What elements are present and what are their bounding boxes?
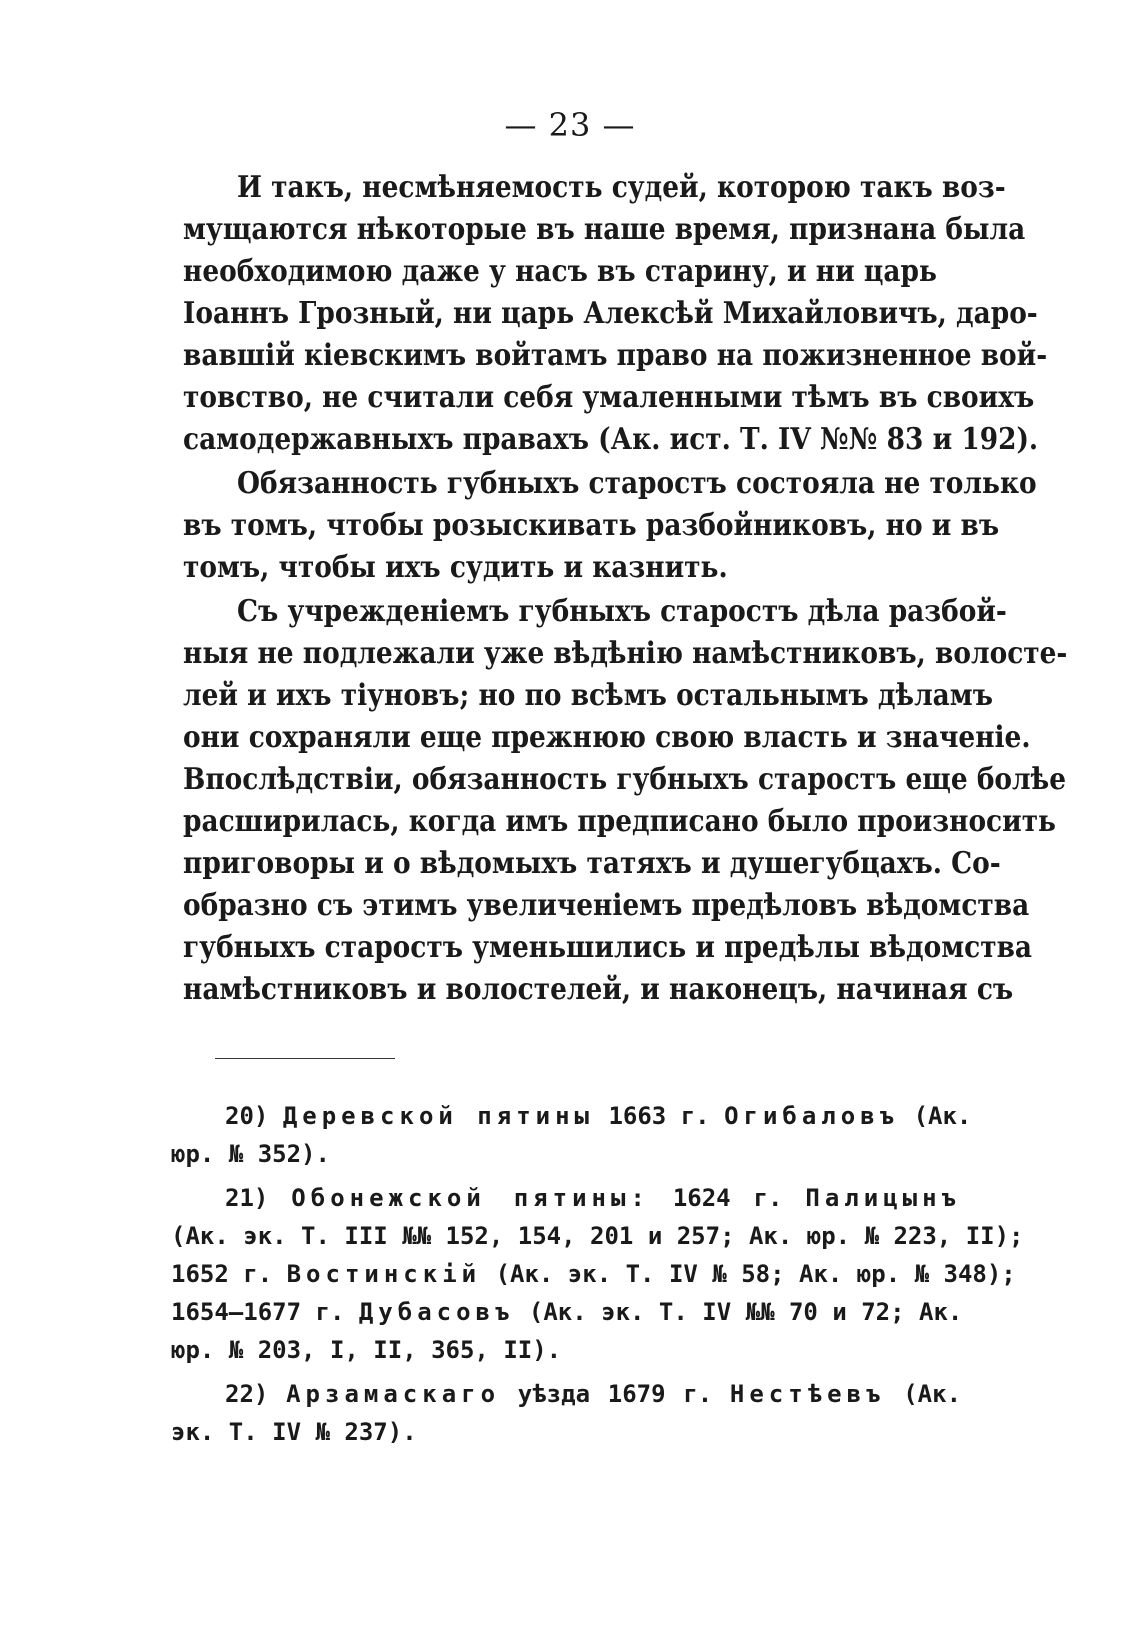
body-line: И такъ, несмѣняемость судей, которою такъ воз- [237,170,1006,205]
body-line: приговоры и о вѣдомыхъ татяхъ и душегубцахъ. Со- [183,846,1001,881]
body-line: Обязанность губныхъ старостъ состояла не только [237,466,1037,501]
footnote-name: Огибаловъ [724,1102,900,1130]
footnote-number: 20) [225,1102,269,1130]
footnote-text: (Ак. эк. Т. IV №№ 70 и 72; Ак. [528,1298,963,1326]
body-line: ныя не подлежали уже вѣдѣнію намѣстниковъ, волосте- [183,636,1068,671]
footnote-line: эк. Т. IV № 237). [171,1418,417,1446]
body-line: вавшій кіевскимъ войтамъ право на пожизненное вой- [183,338,1048,373]
footnote-20 [225,1098,972,1134]
body-line: Іоаннъ Грозный, ни царь Алексѣй Михайловичъ, даро- [183,296,1038,331]
body-line: въ томъ, чтобы розыскивать разбойниковъ, но и въ [183,508,1000,543]
footnote-spaced-text: Арзамаскаго [286,1380,501,1408]
footnote-text: (Ак. [903,1380,962,1408]
body-line: расширилась, когда имъ предписано было произносить [183,804,1056,839]
footnote-text: 1663 г. [608,1102,710,1130]
body-line: лей и ихъ тіуновъ; но по всѣмъ остальнымъ дѣламъ [183,678,993,713]
footnote-21 [225,1180,961,1216]
body-line: Съ учрежденіемъ губныхъ старостъ дѣла разбой- [237,594,1007,629]
body-line: томъ, чтобы ихъ судить и казнить. [183,550,728,585]
footnote-spaced-text: Деревской пятины [282,1102,594,1130]
footnote-name: Дубасовъ [358,1298,515,1326]
footnote-name: Нестѣевъ [729,1380,886,1408]
body-line: намѣстниковъ и волостелей, и наконецъ, начиная съ [183,972,1014,1007]
body-line: товство, не считали себя умаленными тѣмъ въ своихъ [183,380,1035,415]
footnote-number: 22) [225,1380,269,1408]
body-line: необходимою даже у насъ въ старину, и ни царь [183,254,937,289]
footnote-text: 1654—1677 г. [171,1298,345,1326]
footnote-name: Востинскій [286,1260,482,1288]
footnote-rule [215,1058,395,1059]
footnote-text: (Ак. эк. Т. IV № 58; Ак. юр. № 348); [495,1260,1016,1288]
body-line: они сохраняли еще прежнюю свою власть и значеніе. [183,720,1031,755]
footnote-spaced-text: Обонежской пятины: [291,1184,650,1212]
body-line: самодержавныхъ правахъ (Ак. ист. Т. IV №№ 83 и 192). [183,422,1039,457]
footnote-text: (Ак. [913,1102,972,1130]
footnote-22 [225,1376,961,1412]
footnote-line: юр. № 352). [171,1140,330,1168]
body-line: мущаются нѣкоторые въ наше время, признана была [183,212,1026,247]
footnote-line [171,1294,961,1330]
footnote-text: 1624 г. [672,1184,783,1212]
footnote-line [171,1256,1016,1292]
footnote-number: 21) [225,1184,269,1212]
page-number: — 23 — [504,106,636,144]
footnote-text: 1652 г. [171,1260,273,1288]
body-line: губныхъ старостъ уменьшились и предѣлы вѣдомства [183,930,1033,965]
footnote-name: Палицынъ [805,1184,961,1212]
footnote-line: (Ак. эк. Т. III №№ 152, 154, 201 и 257; Ак. юр. № 223, II); [171,1222,1024,1250]
footnote-text: уѣзда 1679 г. [517,1380,713,1408]
footnote-line: юр. № 203, I, II, 365, II). [171,1336,562,1364]
body-line: образно съ этимъ увеличеніемъ предѣловъ вѣдомства [183,888,1030,923]
body-line: Впослѣдствіи, обязанность губныхъ старостъ еще болѣе [183,762,1067,797]
